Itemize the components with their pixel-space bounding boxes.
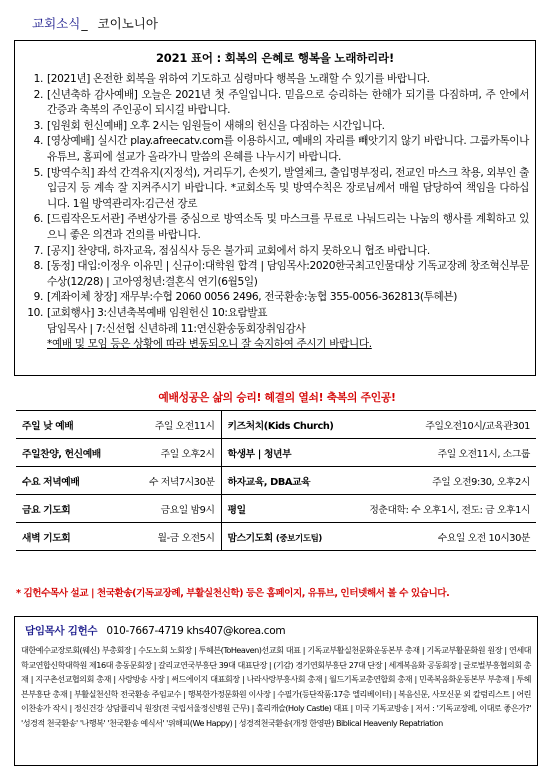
table-row [16,439,536,467]
notice-item [15,306,529,353]
service-time: 주일 오후2시 [160,448,215,460]
service-name-sub: (중보기도팀) [275,533,322,544]
service-name: 금요 기도회 [22,504,71,516]
schedule-cell [16,495,221,523]
service-time: 주일 오전11시 [154,420,215,432]
pastor-contact: 010-7667-4719 khs407@korea.com [106,625,286,637]
change-notice: *예배 및 모임 등은 상황에 따라 변동되오니 잘 숙지하여 주시기 바랍니다. [47,338,372,351]
item-text: [2021년] 온전한 회복을 위하여 기도하고 심령마다 행복을 노래할 수 있기를 바랍니다. [47,73,430,85]
worship-slogan: 예배성공은 삶의 승리! 헤결의 열쇠! 축복의 주인공! [158,391,396,404]
service-name: 평일 [227,504,246,516]
notice-item [15,88,529,119]
notice-item [15,119,529,135]
motto-title: 2021 표어 : 회복의 은혜로 행복을 노래하리라! [155,51,394,65]
table-row [16,523,536,551]
service-name: 주일찬양, 헌신예배 [22,448,101,460]
service-name [228,530,322,544]
service-name-main: 맘스기도회 [227,532,273,544]
notice-item [15,72,529,88]
notice-item [15,212,529,243]
item-text: [동정] 대입:이정우 이유민 | 신규이:대학원 합격 | 담임목사:2020한국최고인물대상 기독교장례 창조혁신부문 수상(12/28) | 고아영청년:결혼식 연기(6월5일) [47,260,529,288]
notice-item [15,290,529,306]
table-row [16,467,536,495]
header-separator: _ [81,16,88,31]
item-number: 2. [33,88,43,101]
item-number: 4. [33,135,43,148]
item-number: 10. [27,306,43,319]
schedule-cell [221,439,536,467]
schedule-cell [221,495,536,523]
item-number: 9. [33,291,43,304]
notice-item [15,166,529,213]
service-time: 주일 오전9:30, 오후2시 [432,476,530,488]
pastor-profile-box [14,616,538,766]
service-time: 금요일 밤9시 [160,504,215,516]
pastor-bio: 대한예수교장로회(웨신) 부총회장 | 수도노회 노회장 | 투헤븐(ToHeaven)선교회 대표 | 기독교부활실천문화운동본부 총재 | 기독교부활문화원 원장 | 연세대학교연합신학대학원 제16대 총동문회장 | 갈리교연국부흥단 39대 대표단장 | (기감) 경기연회부흥단 27대 단장 | 세계복음화 공동회장 | 글로벌부흥협의회 총재 | 지구촌선교협의회 총재 | 사랑방송 사장 | 써드에이지 대표회장 | 나라사랑부흥사회 총재 | 월드기독교총연합회 총재 | 민족복음화운동본부 부총재 | 투헤븐부흥단 총재 | 부활실천신학 전국환송 주임교수 | 행복한가정문화원 이사장 | 수필가(등단작품:17층 엘리베이터) | 복음신문, 사모신문 외 칼럼리스트 | 어린이찬송가 작시 | 정신건강 상담플리닉 원장(전 국립서울정신병원 근무) | 홀리캐슬(Holy Castle) 대표 | 미국 기독교방송 | 저서 : '기독교장례, 이대로 좋은가?' '성경적 천국환송' '나행복' '천국환송 예식서' '위해피(We Happy) | 성경적천국환송(개정 한영판) Biblical Heavenly Repatriation [21,645,531,728]
schedule-cell [16,439,221,467]
service-time: 수요일 오전 10시30분 [437,532,530,544]
service-time: 주일 오전11시, 소그룹 [437,448,530,460]
notice-item [15,134,529,165]
item-text: [계좌이체 창장] 재무부:수협 2060 0056 2496, 전국환송:농협 355-0056-362813(투헤븐) [47,291,458,304]
service-time: 주일오전10시/교육관301 [425,420,530,432]
item-text: [임원회 헌신예배] 오후 2시는 임원들이 새해의 헌신을 다짐하는 시간입니다. [47,119,385,132]
notice-list [15,72,535,353]
schedule-cell [221,467,536,495]
section-label: 교회소식 [32,16,81,31]
schedule-cell [221,411,536,439]
item-number: 5. [33,166,43,179]
item-number: 7. [33,244,43,257]
item-text: [신년축하 감사예배] 오늘은 2021년 첫 주일입니다. 믿음으로 승리하는 한해가 되기를 다짐하며, 주 안에서 간증과 축복의 주인공이 되시길 바랍니다. [47,88,529,117]
sermon-media-note: * 김헌수목사 설교 | 천국환송(기독교장례, 부활실천신학) 등은 홈페이지, 유튜브, 인터넷해서 볼 수 있습니다. [16,588,450,599]
section-title: 코이노니아 [97,16,158,31]
item-text: [공지] 찬양대, 하자교육, 점심식사 등은 불가피 교회에서 하지 못하오니 협조 바랍니다. [47,244,430,257]
item-text: [방역수칙] 좌석 간격유지(지정석), 거리두기, 손씻기, 발열체크, 출입명부정리, 전교인 마스크 착용, 외부인 출입금지 등 계속 잘 지켜주시기 바랍니다. *교회소독 및 방역수칙은 장로님께서 매월 담당하여 책임을 다하십니다. 1월 방역관리자:김근선 장로 [47,166,529,210]
service-name: 키즈처치(Kids Church) [227,420,334,432]
service-name: 학생부 | 청년부 [227,448,292,460]
item-number: 3. [33,119,43,132]
table-row [16,495,536,523]
service-time: 정춘대학: 수 오후1시, 전도: 금 오후1시 [369,504,530,516]
item-text: [드림작은도서관] 주변상가를 중심으로 방역소독 및 마스크를 무료로 나눠드리는 나눔의 행사를 계획하고 있으니 좋은 의견과 건의를 바랍니다. [47,213,529,241]
notice-item [15,259,529,290]
service-time: 수 저녁7시30분 [149,476,215,488]
page-header [32,14,158,32]
schedule-cell [221,523,536,551]
event-line: [교회행사] 3:신년축복예배 임원헌신 10:요람발표 [47,306,268,319]
service-name: 새벽 기도회 [22,532,71,544]
pastor-title: 담임목사 김헌수 [25,625,98,637]
worship-schedule-table [16,410,536,551]
item-number: 6. [33,213,43,226]
event-line: 담임목사 | 7:신선협 신년하례 11:연신환송동회장취임감사 [47,322,306,335]
service-name: 주일 낮 예배 [22,420,74,432]
notice-box [14,40,536,376]
schedule-cell [16,411,221,439]
service-name: 하자교육, DBA교육 [227,476,311,488]
item-number: 1. [33,73,43,85]
service-time: 월-금 오전5시 [157,532,215,544]
item-text: [영상예배] 실시간 play.afreecatv.com를 이용하시고, 예배의 자리를 빼앗기지 않기 바랍니다. 그룹카톡이나 유튜브, 홈피에 설교가 올라가니 말씀의 은혜를 나누시기 바랍니다. [47,135,529,163]
table-row [16,411,536,439]
schedule-cell [16,467,221,495]
schedule-cell [16,523,221,551]
notice-item [15,244,529,260]
service-name: 수요 저녁예배 [22,476,80,488]
pastor-header [25,623,537,638]
item-number: 8. [33,260,43,273]
